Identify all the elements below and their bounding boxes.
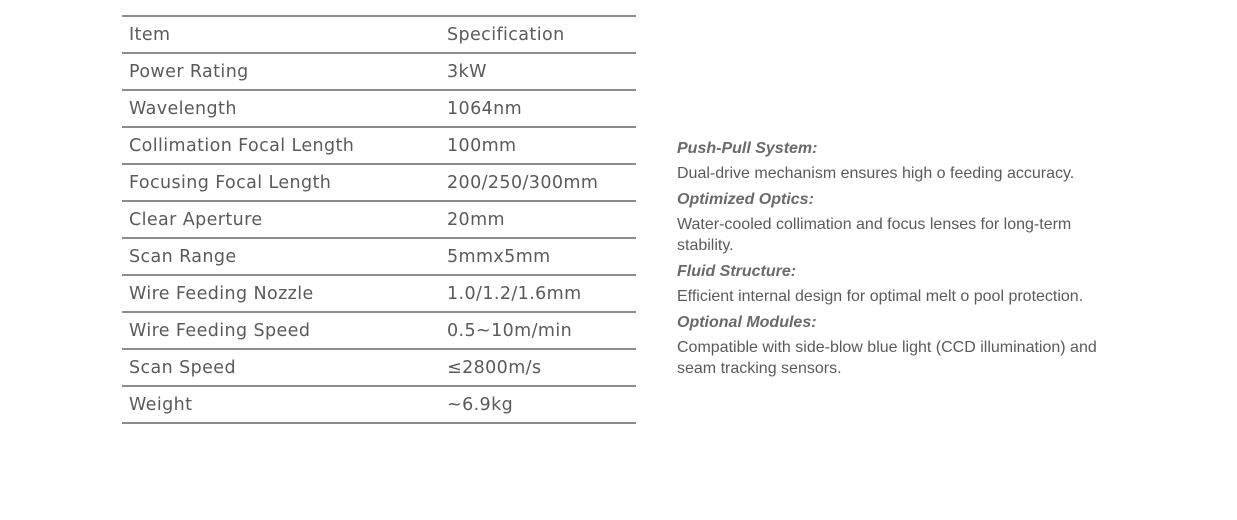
feature-item	[677, 311, 1127, 379]
row-item: Weight	[122, 386, 447, 423]
row-item: Wire Feeding Nozzle	[122, 275, 447, 312]
feature-title: Push-Pull System:	[677, 140, 818, 157]
row-spec: ~6.9kg	[447, 386, 636, 423]
feature-title: Fluid Structure:	[677, 263, 797, 280]
feature-item	[677, 260, 1127, 307]
row-item: Scan Speed	[122, 349, 447, 386]
row-spec: 5mmx5mm	[447, 238, 636, 275]
row-spec: 0.5~10m/min	[447, 312, 636, 349]
feature-description: Compatible with side-blow blue light (CCD illumination) and seam tracking sensors.	[677, 339, 1097, 377]
header-specification: Specification	[447, 16, 636, 53]
row-spec: 20mm	[447, 201, 636, 238]
table-row	[122, 349, 636, 386]
table-row	[122, 386, 636, 423]
row-spec: ≤2800m/s	[447, 349, 636, 386]
feature-description: Efficient internal design for optimal melt o pool protection.	[677, 288, 1084, 305]
row-item: Wavelength	[122, 90, 447, 127]
table-header-row	[122, 16, 636, 53]
row-spec: 1.0/1.2/1.6mm	[447, 275, 636, 312]
feature-list	[677, 137, 1127, 383]
header-item: Item	[122, 16, 447, 53]
row-item: Scan Range	[122, 238, 447, 275]
feature-item	[677, 137, 1127, 184]
table-row	[122, 164, 636, 201]
row-item: Focusing Focal Length	[122, 164, 447, 201]
table-row	[122, 127, 636, 164]
row-item: Clear Aperture	[122, 201, 447, 238]
row-spec: 1064nm	[447, 90, 636, 127]
feature-title: Optimized Optics:	[677, 191, 814, 208]
feature-description: Water-cooled collimation and focus lenses for long-term stability.	[677, 216, 1072, 254]
row-spec: 100mm	[447, 127, 636, 164]
row-item: Collimation Focal Length	[122, 127, 447, 164]
row-item: Wire Feeding Speed	[122, 312, 447, 349]
spec-table	[122, 15, 636, 424]
table-row	[122, 90, 636, 127]
feature-item	[677, 188, 1127, 256]
table-row	[122, 312, 636, 349]
row-spec: 3kW	[447, 53, 636, 90]
table-row	[122, 53, 636, 90]
row-spec: 200/250/300mm	[447, 164, 636, 201]
feature-description: Dual-drive mechanism ensures high o feeding accuracy.	[677, 165, 1075, 182]
row-item: Power Rating	[122, 53, 447, 90]
table-row	[122, 275, 636, 312]
table-row	[122, 201, 636, 238]
table-row	[122, 238, 636, 275]
feature-title: Optional Modules:	[677, 314, 817, 331]
